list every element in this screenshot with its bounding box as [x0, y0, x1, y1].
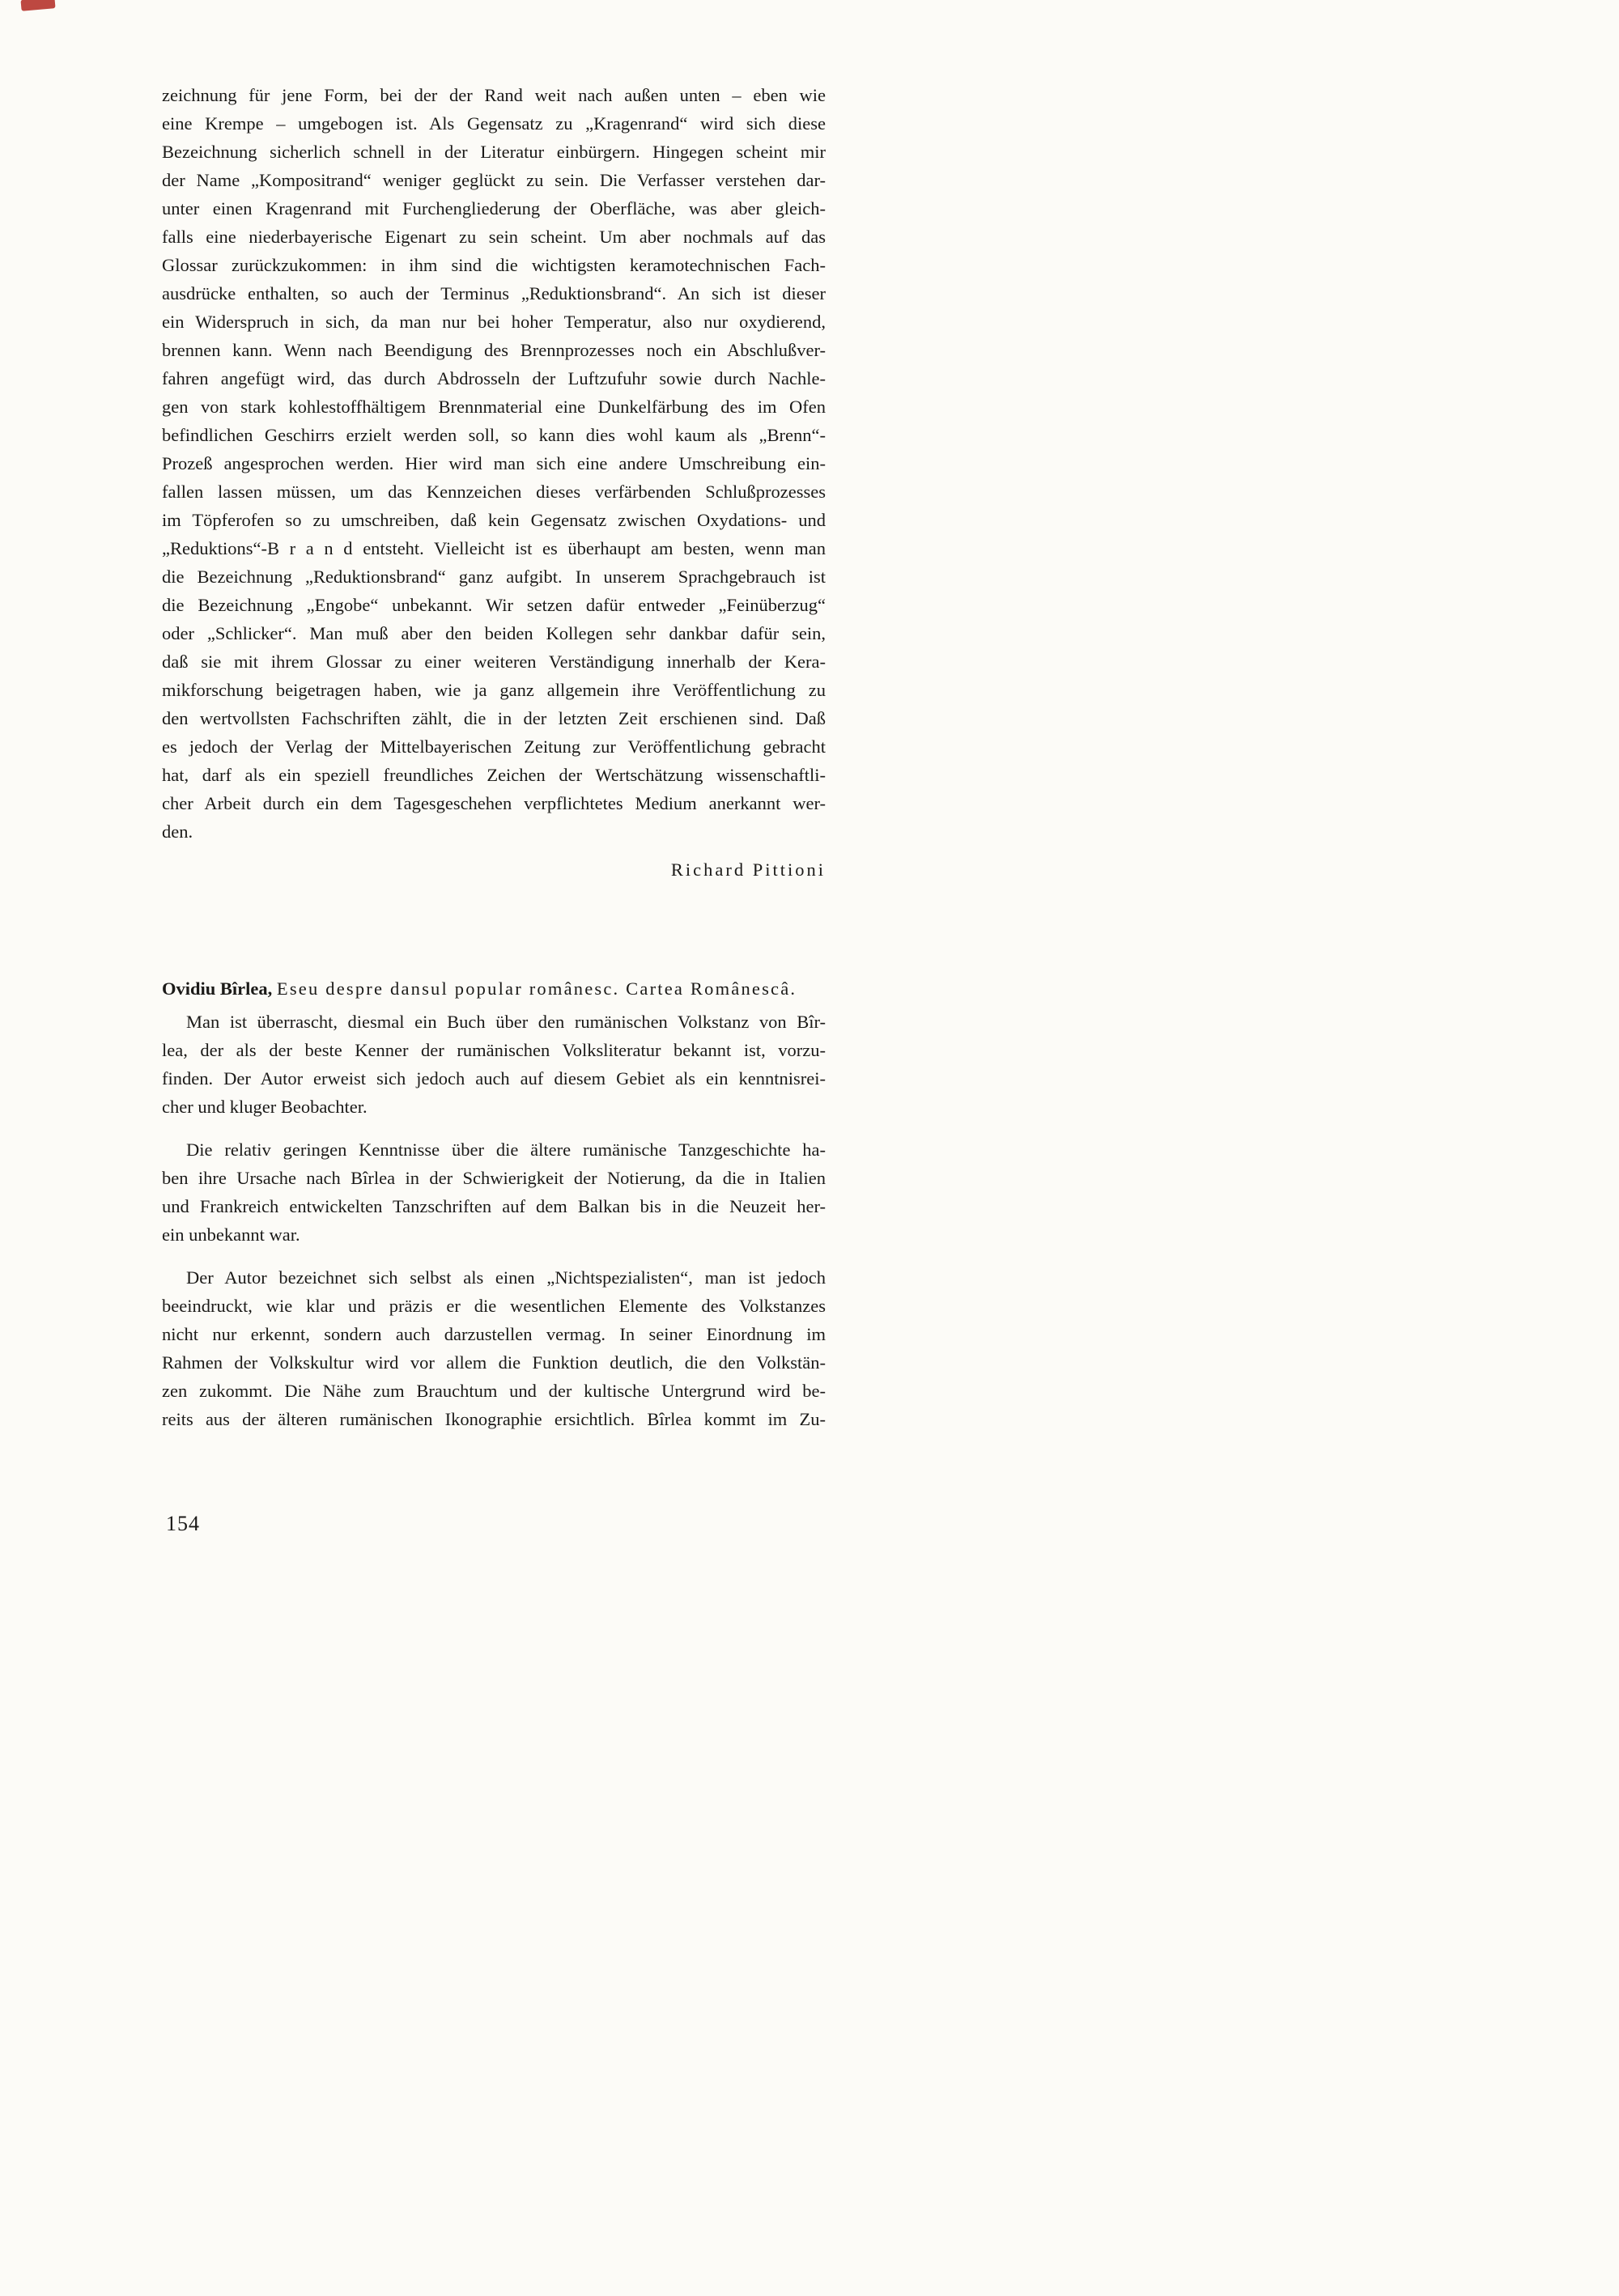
text-line: zeichnung für jene Form, bei der der Rand weit nach außen unten – eben wie: [162, 85, 826, 105]
text-line: lea, der als der beste Kenner der rumänischen Volksliteratur bekannt ist, vorzu-: [162, 1040, 826, 1060]
text-line: cher und kluger Beobachter.: [162, 1097, 368, 1117]
review-paragraph: [162, 1263, 826, 1433]
text-line: beeindruckt, wie klar und präzis er die wesentlichen Elemente des Volkstanzes: [162, 1296, 826, 1316]
text-line: gen von stark kohlestoffhältigem Brennmaterial eine Dunkelfärbung des im Ofen: [162, 397, 826, 417]
text-line: ausdrücke enthalten, so auch der Terminus „Reduktionsbrand“. An sich ist dieser: [162, 283, 826, 303]
text-line: zen zukommt. Die Nähe zum Brauchtum und der kultische Untergrund wird be-: [162, 1381, 826, 1401]
text-line: cher Arbeit durch ein dem Tagesgeschehen verpflichtetes Medium anerkannt wer-: [162, 793, 826, 813]
review-text-column: [162, 81, 826, 1433]
text-line: mikforschung beigetragen haben, wie ja ganz allgemein ihre Veröffentlichung zu: [162, 680, 826, 700]
text-line: Prozeß angesprochen werden. Hier wird man sich eine andere Umschreibung ein-: [162, 453, 826, 473]
text-line: Die relativ geringen Kenntnisse über die ältere rumänische Tanzgeschichte ha-: [186, 1140, 826, 1160]
text-line: ein unbekannt war.: [162, 1224, 300, 1245]
text-line: Bezeichnung sicherlich schnell in der Literatur einbürgern. Hingegen scheint mir: [162, 142, 826, 162]
text-line: befindlichen Geschirrs erzielt werden soll, so kann dies wohl kaum als „Brenn“-: [162, 425, 826, 445]
text-line: es jedoch der Verlag der Mittelbayerischen Zeitung zur Veröffentlichung gebracht: [162, 736, 826, 757]
text-line: den.: [162, 821, 193, 842]
text-line: Man ist überrascht, diesmal ein Buch über den rumänischen Volkstanz von Bîr-: [186, 1012, 826, 1032]
text-line: finden. Der Autor erweist sich jedoch auch auf diesem Gebiet als ein kenntnisrei-: [162, 1068, 826, 1089]
text-line: oder „Schlicker“. Man muß aber den beiden Kollegen sehr dankbar dafür sein,: [162, 623, 826, 643]
text-line: unter einen Kragenrand mit Furchengliederung der Oberfläche, was aber gleich-: [162, 198, 826, 219]
text-line: die Bezeichnung „Reduktionsbrand“ ganz aufgibt. In unserem Sprachgebrauch ist: [162, 567, 826, 587]
text-line: Glossar zurückzukommen: in ihm sind die wichtigsten keramotechnischen Fach-: [162, 255, 826, 275]
text-line: falls eine niederbayerische Eigenart zu sein scheint. Um aber nochmals auf das: [162, 227, 826, 247]
page-number: 154: [166, 1512, 200, 1535]
text-line: fahren angefügt wird, das durch Abdrosseln der Luftzufuhr sowie durch Nachle-: [162, 368, 826, 388]
review-paragraph: [162, 1135, 826, 1249]
review-continuation-paragraph: [162, 81, 826, 846]
text-line: daß sie mit ihrem Glossar zu einer weiteren Verständigung innerhalb der Kera-: [162, 651, 826, 672]
text-line: „Reduktions“-B r a n d entsteht. Vielleicht ist es überhaupt am besten, wenn man: [162, 538, 826, 558]
text-line: Der Autor bezeichnet sich selbst als einen „Nichtspezialisten“, man ist jedoch: [186, 1267, 826, 1288]
scan-ink-mark: [20, 0, 55, 11]
review-paragraph: [162, 1008, 826, 1121]
text-line: reits aus der älteren rumänischen Ikonographie ersichtlich. Bîrlea kommt im Zu-: [162, 1409, 826, 1429]
text-line: nicht nur erkennt, sondern auch darzustellen vermag. In seiner Einordnung im: [162, 1324, 826, 1344]
text-line: der Name „Kompositrand“ weniger geglückt zu sein. Die Verfasser verstehen dar-: [162, 170, 826, 190]
review-author-name: Ovidiu Bîrlea,: [162, 978, 273, 999]
reviewer-signature: Richard Pittioni: [670, 859, 826, 880]
review-heading: [162, 974, 826, 1003]
text-line: fallen lassen müssen, um das Kennzeichen dieses verfärbenden Schlußprozesses: [162, 482, 826, 502]
text-line: ein Widerspruch in sich, da man nur bei hoher Temperatur, also nur oxydierend,: [162, 312, 826, 332]
text-line: den wertvollsten Fachschriften zählt, die in der letzten Zeit erschienen sind. Daß: [162, 708, 826, 728]
text-line: die Bezeichnung „Engobe“ unbekannt. Wir setzen dafür entweder „Feinüberzug“: [162, 595, 826, 615]
text-line: Rahmen der Volkskultur wird vor allem die Funktion deutlich, die den Volkstän-: [162, 1352, 826, 1373]
text-line: und Frankreich entwickelten Tanzschriften auf dem Balkan bis in die Neuzeit her-: [162, 1196, 826, 1216]
text-line: eine Krempe – umgebogen ist. Als Gegensatz zu „Kragenrand“ wird sich diese: [162, 113, 826, 134]
review-book-title: Eseu despre dansul popular românesc. Cartea Românescâ.: [276, 978, 797, 999]
text-line: im Töpferofen so zu umschreiben, daß kein Gegensatz zwischen Oxydations- und: [162, 510, 826, 530]
text-line: ben ihre Ursache nach Bîrlea in der Schwierigkeit der Notierung, da die in Italien: [162, 1168, 826, 1188]
text-line: brennen kann. Wenn nach Beendigung des Brennprozesses noch ein Abschlußver-: [162, 340, 826, 360]
text-line: hat, darf als ein speziell freundliches Zeichen der Wertschätzung wissenschaftli-: [162, 765, 826, 785]
